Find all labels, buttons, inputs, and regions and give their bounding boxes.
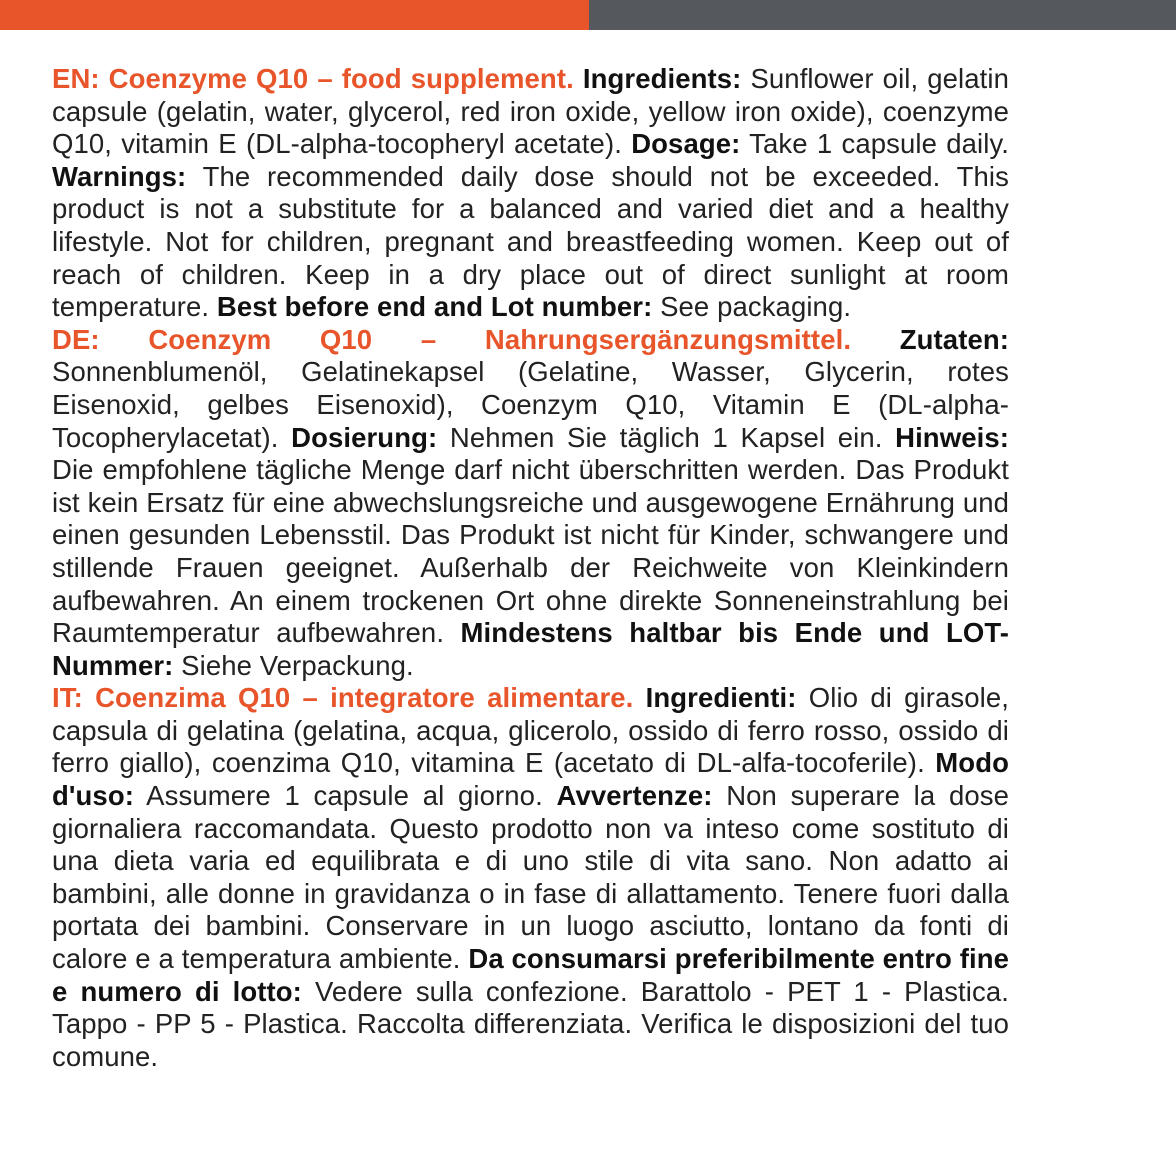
it-warnings-key: Avvertenze: [556, 780, 713, 812]
en-best-before-text: See packaging. [652, 291, 852, 323]
top-bar-gray-segment [589, 0, 1176, 30]
it-ingredients-key: Ingredienti: [645, 682, 797, 714]
section-it [52, 682, 1009, 1073]
en-warnings-text: The recommended daily dose should not be exceeded. This product is not a substitute for a balanced and varied diet and a healthy lifestyle. Not for children, pregnant and breastfeeding women. Keep out of reach of children. Keep in a dry place out of direct sunlight at room temperature. [52, 160, 1009, 323]
de-warnings-key: Hinweis: [895, 421, 1009, 453]
it-best-before-text: Vedere sulla confezione. Barattolo - PET 1 - Plastica. Tappo - PP 5 - Plastica. Raccolta differenziata. Verifica le disposizioni del tuo comune. [52, 975, 1009, 1072]
de-ingredients-key: Zutaten: [899, 323, 1010, 355]
it-ingredients-text: Olio di girasole, capsula di gelatina (gelatina, acqua, glicerolo, ossido di ferro rosso, ossido di ferro giallo), coenzima Q10, vitamina E (acetato di DL-alfa-tocoferile). [52, 682, 1009, 779]
de-warnings-text: Die empfohlene tägliche Menge darf nicht überschritten werden. Das Produkt ist kein Ersatz für eine abwechslungsreiche und ausgewogene Ernährung und einen gesunden Lebensstil. Das Produkt ist nicht für Kinder, schwangere und stillende Frauen geeignet. Außerhalb der Reichweite von Kleinkindern aufbewahren. An einem trockenen Ort ohne direkte Sonneneinstrahlung bei Raumtemperatur aufbewahren. [52, 454, 1009, 649]
product-label-text [52, 63, 1009, 1073]
it-warnings-text: Non superare la dose giornaliera raccomandata. Questo prodotto non va inteso come sostituto di una dieta varia ed equilibrata e di uno stile di vita sano. Non adatto ai bambini, alle donne in gravidanza o in fase di allattamento. Tenere fuori dalla portata dei bambini. Conservare in un luogo asciutto, lontano da fonti di calore e a temperatura ambiente. [52, 780, 1009, 975]
de-best-before-key: Mindestens haltbar bis Ende und LOT-Nummer: [52, 617, 1009, 681]
de-ingredients-text: Sonnenblumenöl, Gelatinekapsel (Gelatine, Wasser, Glycerin, rotes Eisenoxid, gelbes Eisenoxid), Coenzym Q10, Vitamin E (DL-alpha-Tocopherylacetat). [52, 356, 1009, 453]
section-en [52, 63, 1009, 324]
section-en-heading: EN: Coenzyme Q10 – food supplement. [52, 63, 574, 94]
en-ingredients-text: Sunflower oil, gelatin capsule (gelatin, water, glycerol, red iron oxide, yellow iron oxide), coenzyme Q10, vitamin E (DL-alpha-tocopheryl acetate). [52, 63, 1009, 160]
section-de-heading: DE: Coenzym Q10 – Nahrungsergänzungsmittel. [52, 323, 852, 355]
de-dosage-key: Dosierung: [291, 421, 438, 453]
it-dosage-text: Assumere 1 capsule al giorno. [134, 780, 557, 812]
en-dosage-text: Take 1 capsule daily. [740, 128, 1009, 160]
en-warnings-key: Warnings: [52, 160, 187, 192]
en-best-before-key: Best before end and Lot number: [216, 291, 653, 323]
en-ingredients-key: Ingredients: [582, 63, 742, 94]
it-dosage-key: Modo d'uso: [52, 747, 1009, 812]
it-best-before-key: Da consumarsi preferibilmente entro fine e numero di lotto: [52, 943, 1010, 1007]
section-it-heading: IT: Coenzima Q10 – integratore alimentare. [52, 682, 634, 714]
de-dosage-text: Nehmen Sie täglich 1 Kapsel ein. [437, 421, 896, 453]
section-de [52, 324, 1009, 683]
en-dosage-key: Dosage: [631, 128, 741, 160]
de-best-before-text: Siehe Verpackung. [173, 649, 414, 681]
top-color-bar [0, 0, 1176, 30]
top-bar-orange-segment [0, 0, 589, 30]
